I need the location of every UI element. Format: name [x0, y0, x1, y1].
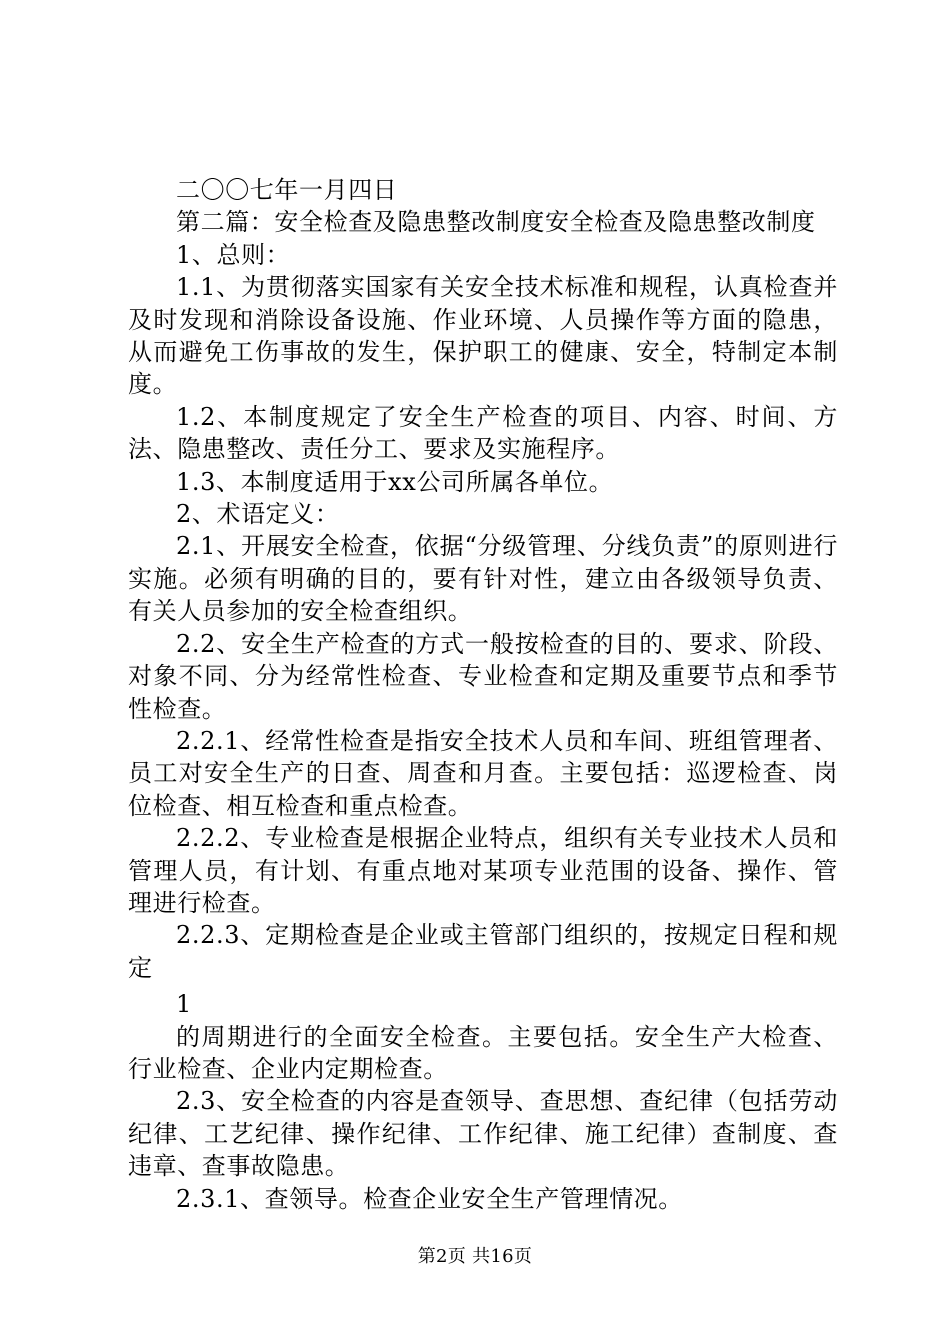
clause-2-2-2: 2.2.2、专业检查是根据企业特点，组织有关专业技术人员和管理人员，有计划、有重点地对某项专业范围的设备、操作、管理进行检查。	[128, 824, 838, 917]
clause-1-2: 1.2、本制度规定了安全生产检查的项目、内容、时间、方法、隐患整改、责任分工、要求及实施程序。	[128, 402, 838, 464]
date-line: 二〇〇七年一月四日	[176, 176, 398, 204]
clause-1-1: 1.1、为贯彻落实国家有关安全技术标准和规程，认真检查并及时发现和消除设备设施、作业环境、人员操作等方面的隐患，从而避免工伤事故的发生，保护职工的健康、安全，特制定本制度。	[128, 273, 838, 399]
clause-1-3: 1.3、本制度适用于xx公司所属各单位。	[176, 467, 614, 496]
clause-2-2-3: 2.2.3、定期检查是企业或主管部门组织的，按规定日程和规定	[128, 921, 838, 982]
section-heading-general: 1、总则：	[176, 240, 291, 269]
page-footer: 第2页 共16页	[417, 1246, 533, 1267]
clause-2-1: 2.1、开展安全检查，依据“分级管理、分线负责”的原则进行实施。必须有明确的目的，要有针对性，建立由各级领导负责、有关人员参加的安全检查组织。	[128, 532, 838, 626]
clause-2-2: 2.2、安全生产检查的方式一般按检查的目的、要求、阶段、对象不同、分为经常性检查、专业检查和定期及重要节点和季节性检查。	[128, 629, 838, 723]
clause-2-3-1: 2.3.1、查领导。检查企业安全生产管理情况。	[176, 1184, 683, 1213]
inline-page-number: 1	[176, 990, 192, 1019]
clause-2-2-3-continuation: 的周期进行的全面安全检查。主要包括。安全生产大检查、行业检查、企业内定期检查。	[128, 1022, 838, 1083]
clause-2-3: 2.3、安全检查的内容是查领导、查思想、查纪律（包括劳动纪律、工艺纪律、操作纪律、工作纪律、施工纪律）查制度、查违章、查事故隐患。	[128, 1087, 838, 1181]
clause-2-2-1: 2.2.1、经常性检查是指安全技术人员和车间、班组管理者、员工对安全生产的日查、周查和月查。主要包括：巡逻检查、岗位检查、相互检查和重点检查。	[128, 726, 838, 820]
section-heading-definitions: 2、术语定义：	[176, 500, 340, 529]
chapter-title: 第二篇：安全检查及隐患整改制度安全检查及隐患整改制度	[176, 208, 816, 237]
document-body	[128, 174, 838, 1215]
